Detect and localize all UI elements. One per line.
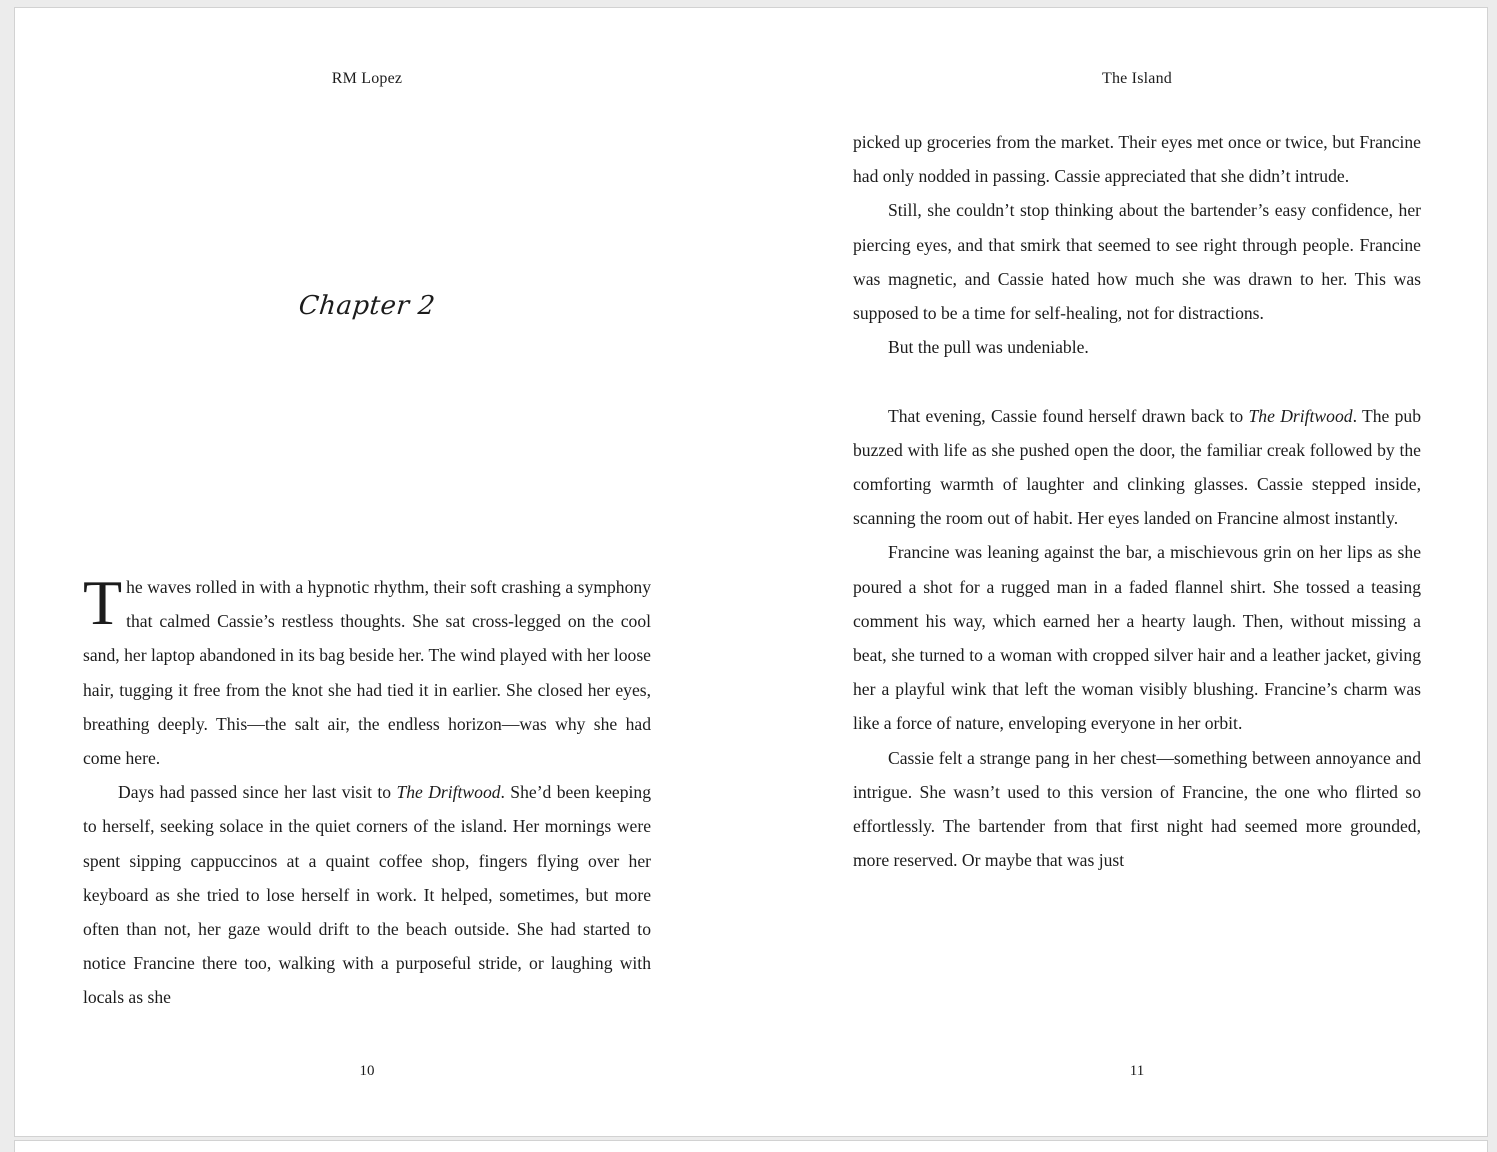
right-page (853, 8, 1421, 1136)
right-body-text (853, 125, 1421, 877)
paragraph: picked up groceries from the market. Their eyes met once or twice, but Francine had only nodded in passing. Cassie appreciated that she didn’t intrude. (853, 132, 1421, 187)
paragraph: But the pull was undeniable. (888, 337, 1089, 358)
paragraph (83, 567, 651, 775)
paragraph: Francine was leaning against the bar, a mischievous grin on her lips as she poured a shot for a rugged man in a faded flannel shirt. She tossed a teasing comment his way, which earned her a hearty laugh. Then, without missing a beat, she turned to a woman with cropped silver hair and a leather jacket, giving her a playful wink that left the woman visibly blushing. Francine’s charm was like a force of nature, enveloping everyone in her orbit. (853, 542, 1421, 734)
paragraph (853, 399, 1421, 536)
page-number: 11 (1129, 1063, 1145, 1079)
paragraph: Cassie felt a strange pang in her chest—something between annoyance and intrigue. She wasn’t used to this version of Francine, the one who flirted so effortlessly. The bartender from that first night had seemed more grounded, more reserved. Or maybe that was just (853, 747, 1421, 871)
drop-cap: T (83, 567, 123, 638)
paragraph-text: That evening, Cassie found herself drawn back to (888, 405, 1249, 426)
running-head-author: RM Lopez (331, 70, 403, 87)
scene-break (853, 364, 1421, 398)
paragraph: Still, she couldn’t stop thinking about the bartender’s easy confidence, her piercing eyes, and that smirk that seemed to see right through people. Francine was magnetic, and Cassie hated how much she was drawn to her. This was supposed to be a time for self-healing, not for distractions. (853, 200, 1421, 324)
left-page (83, 8, 651, 1136)
paragraph-text: . The pub buzzed with life as she pushed open the door, the familiar creak followed by the comforting warmth of laughter and clinking glasses. Cassie stepped inside, scanning the room out of habit. Her eyes landed on Francine almost instantly. (853, 405, 1422, 529)
paragraph-text: he waves rolled in with a hypnotic rhythm, their soft crashing a symphony that calmed Cassie’s restless thoughts. She sat cross-legged on the cool sand, her laptop abandoned in its bag beside her. The wind played with her loose hair, tugging it free from the knot she had tied it in earlier. She closed her eyes, breathing deeply. This—the salt air, the endless horizon—was why she had come here. (83, 577, 651, 769)
book-title-italic: The Driftwood (1248, 405, 1353, 426)
paragraph (83, 775, 651, 1014)
running-head-title: The Island (1102, 70, 1172, 87)
chapter-title: Chapter 2 (297, 291, 437, 321)
book-spread (14, 7, 1488, 1137)
next-spread-edge (14, 1140, 1488, 1152)
page-number: 10 (359, 1063, 375, 1079)
paragraph-text: Days had passed since her last visit to (118, 782, 397, 803)
left-body-text (83, 567, 651, 1015)
paragraph-text: . She’d been keeping to herself, seeking solace in the quiet corners of the island. Her mornings were spent sipping cappuccinos at a quaint coffee shop, fingers flying over her keyboard as she tried to lose herself in work. It helped, sometimes, but more often than not, her gaze would drift to the beach outside. She had started to notice Francine there too, walking with a purposeful stride, or laughing with locals as she (83, 782, 651, 1008)
book-title-italic: The Driftwood (396, 782, 501, 803)
